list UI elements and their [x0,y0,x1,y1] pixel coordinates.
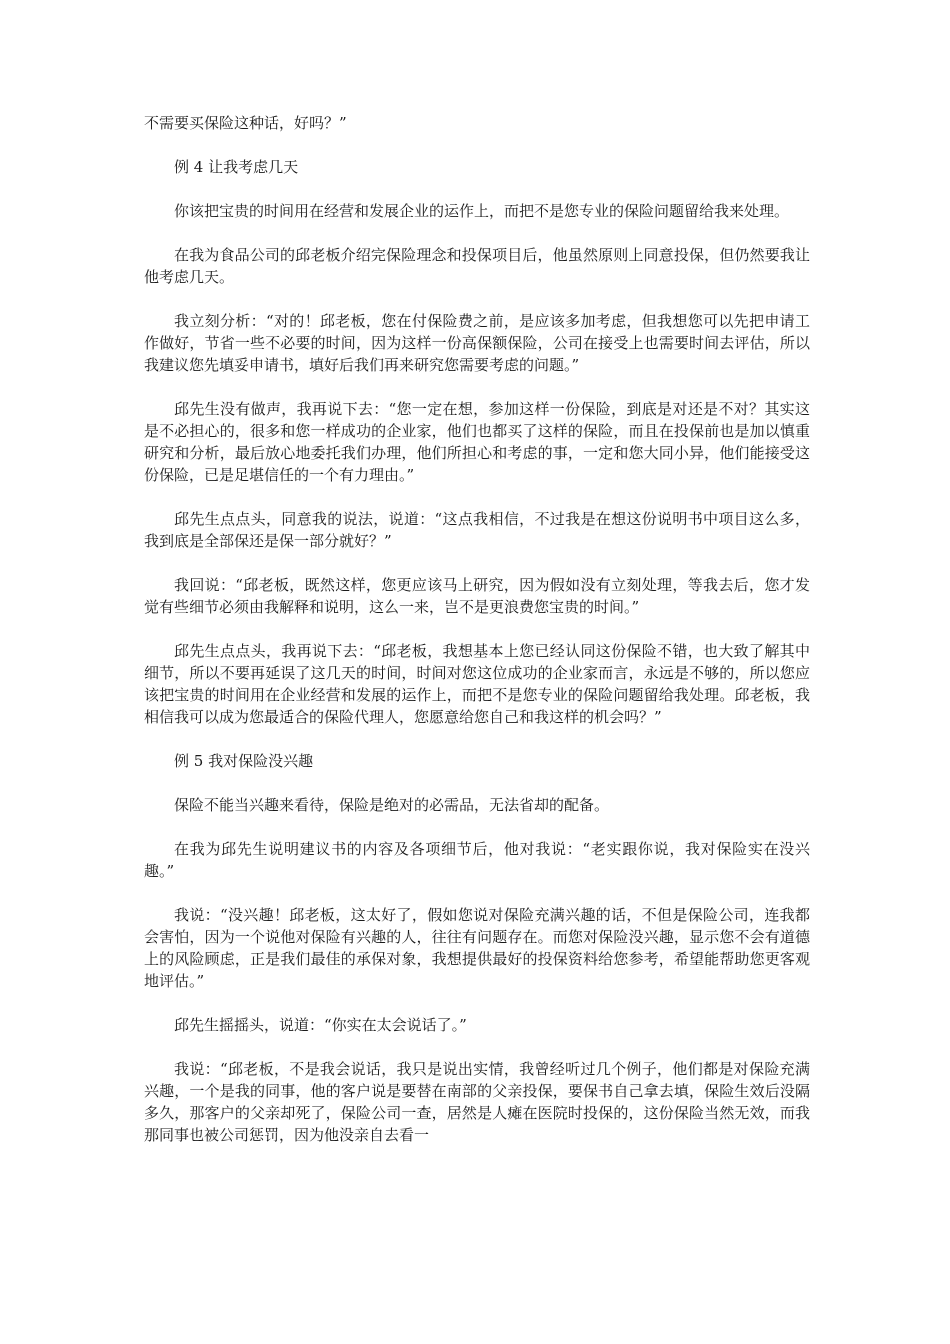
paragraph: 邱先生没有做声，我再说下去：“您一定在想，参加这样一份保险，到底是对还是不对？其实这是不必担心的，很多和您一样成功的企业家，他们也都买了这样的保险，而且在投保前也是加以慎重研究和分析，最后放心地委托我们办理，他们所担心和考虑的事，一定和您大同小异，他们能接受这份保险，已是足堪信任的一个有力理由。” [144,400,810,484]
paragraph: 邱先生点点头，同意我的说法，说道：“这点我相信，不过我是在想这份说明书中项目这么多，我到底是全部保还是保一部分就好？” [144,510,810,550]
paragraph-continuation: 不需要买保险这种话，好吗？” [144,114,347,132]
paragraph: 邱先生点点头，我再说下去：“邱老板，我想基本上您已经认同这份保险不错，也大致了解其中细节，所以不要再延误了这几天的时间，时间对您这位成功的企业家而言，永远是不够的，所以您应该把宝贵的时间用在企业经营和发展的运作上，而把不是您专业的保险问题留给我处理。邱老板，我相信我可以成为您最适合的保险代理人，您愿意给您自己和我这样的机会吗？” [144,642,810,726]
paragraph: 在我为邱先生说明建议书的内容及各项细节后，他对我说：“老实跟你说，我对保险实在没兴趣。” [144,840,810,880]
paragraph: 我说：“没兴趣！邱老板，这太好了，假如您说对保险充满兴趣的话，不但是保险公司，连我都会害怕，因为一个说他对保险有兴趣的人，往往有问题存在。而您对保险没兴趣，显示您不会有道德上的风险顾虑，正是我们最佳的承保对象，我想提供最好的投保资料给您参考，希望能帮助您更客观地评估。” [144,906,810,990]
paragraph: 我回说：“邱老板，既然这样，您更应该马上研究，因为假如没有立刻处理，等我去后，您才发觉有些细节必须由我解释和说明，这么一来，岂不是更浪费您宝贵的时间。” [144,576,810,616]
example-4-summary: 你该把宝贵的时间用在经营和发展企业的运作上，而把不是您专业的保险问题留给我来处理。 [174,202,790,220]
example-5-summary: 保险不能当兴趣来看待，保险是绝对的必需品，无法省却的配备。 [174,796,610,814]
paragraph: 邱先生摇摇头，说道：“你实在太会说话了。” [174,1016,467,1034]
paragraph: 在我为食品公司的邱老板介绍完保险理念和投保项目后，他虽然原则上同意投保，但仍然要我让他考虑几天。 [144,246,810,286]
example-4-heading: 例 4 让我考虑几天 [174,158,299,176]
document-page [144,112,810,1168]
paragraph: 我立刻分析：“对的！邱老板，您在付保险费之前，是应该多加考虑，但我想您可以先把申请工作做好，节省一些不必要的时间，因为这样一份高保额保险，公司在接受上也需要时间去评估，所以我建议您先填妥申请书，填好后我们再来研究您需要考虑的问题。” [144,312,810,374]
example-5-heading: 例 5 我对保险没兴趣 [174,752,314,770]
paragraph: 我说：“邱老板，不是我会说话，我只是说出实情，我曾经听过几个例子，他们都是对保险充满兴趣，一个是我的同事，他的客户说是要替在南部的父亲投保，要保书自己拿去填，保险生效后没隔多久，那客户的父亲却死了，保险公司一查，居然是人瘫在医院时投保的，这份保险当然无效，而我那同事也被公司惩罚，因为他没亲自去看一 [144,1060,810,1144]
